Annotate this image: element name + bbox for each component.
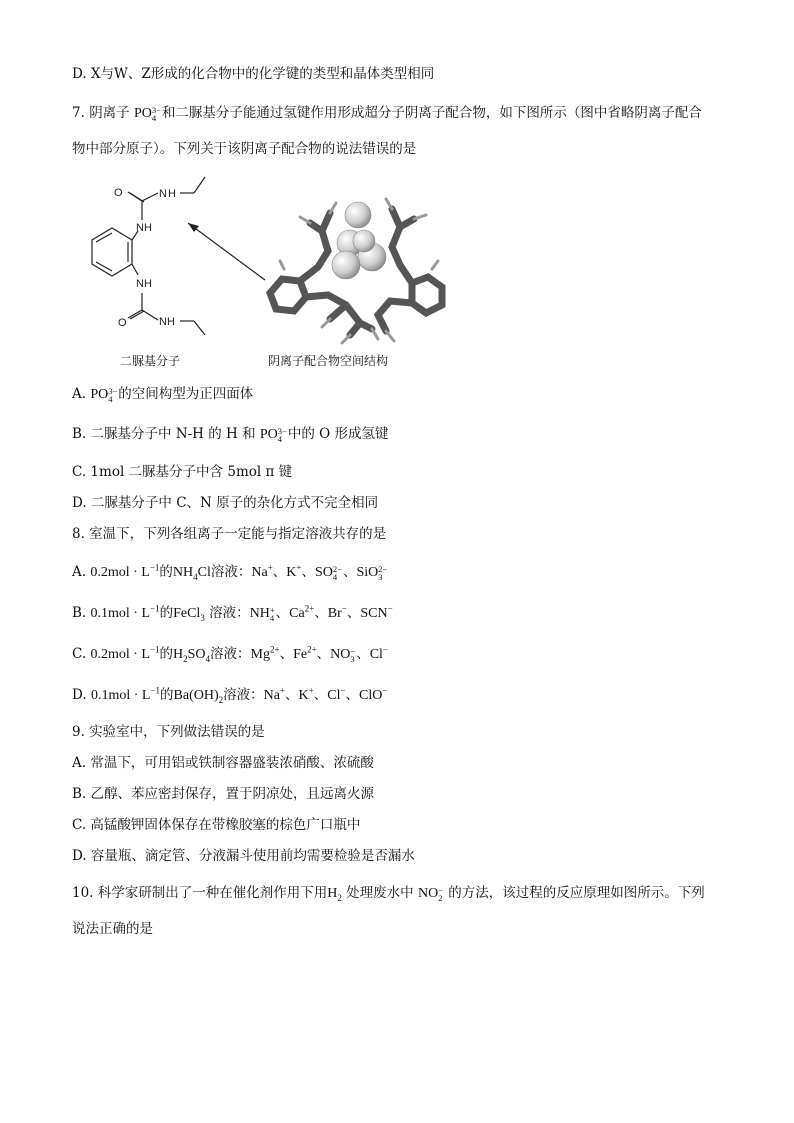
q8-option-a: A. $0.2mol \cdot L^{-1}$的$NH_4Cl$溶液：Na+、K+、SO 2− 4 、SiO 2− 3 xyxy=(72,562,388,582)
q10-stem-line2: 说法正确的是 xyxy=(72,921,153,937)
q7-stem-a: 阴离子 xyxy=(89,105,130,121)
po4-formula: PO 3− 4 xyxy=(133,104,161,123)
q9-option-a: A. 常温下，可用铝或铁制容器盛装浓硝酸、浓硫酸 xyxy=(72,755,374,771)
complex-caption: 阴离子配合物空间结构 xyxy=(268,354,389,368)
atom-o-top: O xyxy=(114,187,123,199)
q7-number: 7. xyxy=(72,105,85,121)
atom-o-bottom: O xyxy=(118,317,127,329)
q7-option-a: A. PO 3− 4 的空间构型为正四面体 xyxy=(72,385,254,404)
diurea-caption: 二脲基分子 xyxy=(120,354,181,368)
q8-stem: 8. 室温下，下列各组离子一定能与指定溶液共存的是 xyxy=(72,526,387,542)
atom-n-top: N xyxy=(159,188,167,200)
po4-formula: PO 3− 4 xyxy=(90,385,118,404)
q7-figure xyxy=(60,165,460,360)
q8-option-d: D. $0.1mol \cdot L^{-1}$的$Ba(OH)_2$溶液：Na+、K+、Cl−、ClO− xyxy=(72,685,388,705)
q7-stem-line2: 物中部分原子）。下列关于该阴离子配合物的说法错误的是 xyxy=(72,141,417,157)
diurea-structure xyxy=(92,177,265,335)
q9-stem: 9. 实验室中，下列做法错误的是 xyxy=(72,724,265,740)
q7-option-b: B. 二脲基分子中 N-H 的 H 和 PO 3− 4 中的 O 形成氢键 xyxy=(72,425,389,444)
q6-option-d: D. X与W、Z形成的化合物中的化学键的类型和晶体类型相同 xyxy=(72,66,435,82)
atom-h-top: H xyxy=(168,188,176,200)
q9-option-b: B. 乙醇、苯应密封保存，置于阴凉处，且远离火源 xyxy=(72,786,375,802)
atom-nh-bottom: NH xyxy=(159,316,175,328)
atom-nh-lower: NH xyxy=(136,278,152,290)
q7-option-d: D. 二脲基分子中 C、N 原子的杂化方式不完全相同 xyxy=(72,495,379,511)
q7-stem-b: 和二脲基分子能通过氢键作用形成超分子阴离子配合物，如下图所示（图中省略阴离子配合 xyxy=(161,105,702,121)
atom-nh-upper: NH xyxy=(136,222,152,234)
q7-stem xyxy=(72,104,702,123)
q8-option-b: B. $0.1mol \cdot L^{-1}$的FeCl$_3$ 溶液：NH + 4 、$Ca^{2+}$、Br−、SCN− xyxy=(72,603,393,623)
anion-complex-3d xyxy=(270,199,442,343)
q9-option-d: D. 容量瓶、滴定管、分液漏斗使用前均需要检验是否漏水 xyxy=(72,848,415,864)
q9-option-c: C. 高锰酸钾固体保存在带橡胶塞的棕色广口瓶中 xyxy=(72,817,361,833)
q8-option-c: C. $0.2mol \cdot L^{-1}$的$H_2SO_4$溶液：$Mg^{2+}$、$Fe^{2+}$、NO − 3 、Cl− xyxy=(72,644,388,664)
q10-stem: 10. 科学家研制出了一种在催化剂作用下用$H_2$ 处理废水中 NO − 2 的方法，该过程的反应原理如图所示。下列 xyxy=(72,884,705,903)
po4-formula: PO 3− 4 xyxy=(259,425,287,444)
q7-option-c: C. 1mol 二脲基分子中含 5mol π 键 xyxy=(72,464,293,480)
